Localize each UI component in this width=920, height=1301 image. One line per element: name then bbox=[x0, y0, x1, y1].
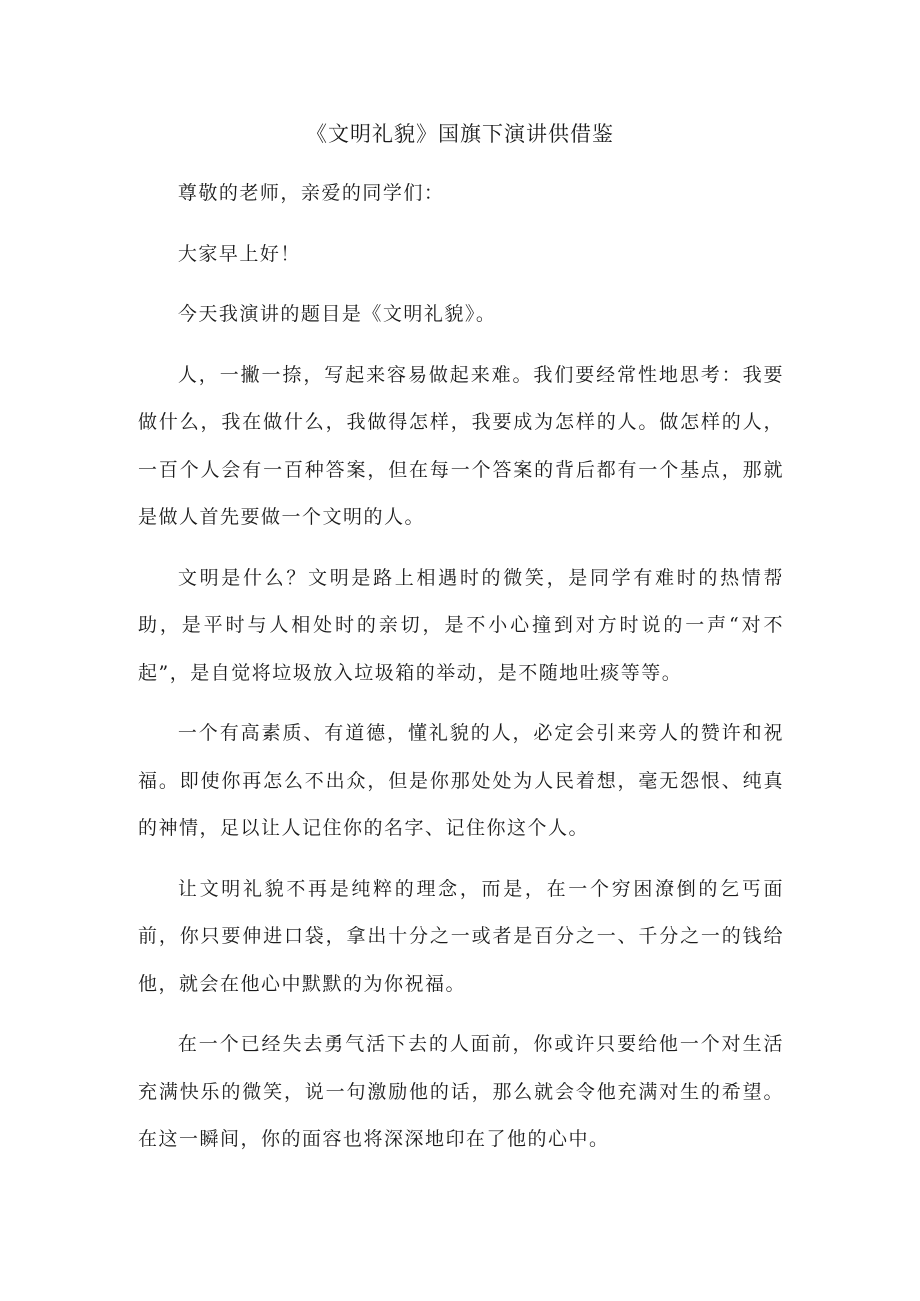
body-paragraph: 文明是什么？文明是路上相遇时的微笑，是同学有难时的热情帮助，是平时与人相处时的亲切，是不小心撞到对方时说的一声“对不起”，是自觉将垃圾放入垃圾箱的举动，是不随地吐痰等等。 bbox=[138, 566, 784, 684]
topic-paragraph: 今天我演讲的题目是《文明礼貌》。 bbox=[177, 303, 497, 325]
salutation-paragraph: 尊敬的老师，亲爱的同学们： bbox=[177, 182, 445, 204]
body-paragraph: 让文明礼貌不再是纯粹的理念，而是，在一个穷困潦倒的乞丐面前，你只要伸进口袋，拿出十分之一或者是百分之一、千分之一的钱给他，就会在他心中默默的为你祝福。 bbox=[138, 877, 784, 995]
body-paragraph: 人，一撇一捺，写起来容易做起来难。我们要经常性地思考：我要做什么，我在做什么，我做得怎样，我要成为怎样的人。做怎样的人，一百个人会有一百种答案，但在每一个答案的背后都有一个基点，那就是做人首先要做一个文明的人。 bbox=[138, 363, 784, 528]
body-paragraph: 一个有高素质、有道德，懂礼貌的人，必定会引来旁人的赞许和祝福。即使你再怎么不出众，但是你那处处为人民着想，毫无怨恨、纯真的神情，足以让人记住你的名字、记住你这个人。 bbox=[138, 722, 784, 839]
document-title: 《文明礼貌》国旗下演讲供借鉴 bbox=[306, 122, 614, 146]
body-paragraph: 在一个已经失去勇气活下去的人面前，你或许只要给他一个对生活充满快乐的微笑，说一句激励他的话，那么就会令他充满对生的希望。在这一瞬间，你的面容也将深深地印在了他的心中。 bbox=[138, 1033, 784, 1150]
greeting-paragraph: 大家早上好！ bbox=[177, 242, 301, 265]
document-body bbox=[138, 170, 784, 1177]
